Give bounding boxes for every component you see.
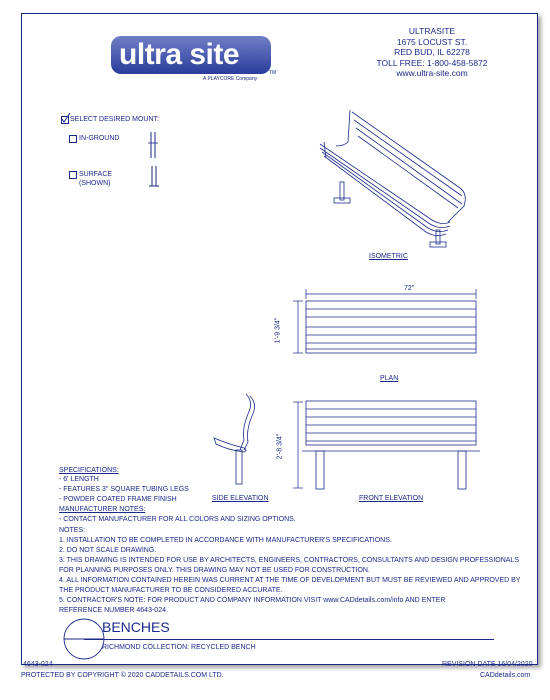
front-height-dimension: 2'-8 3/4"	[276, 433, 284, 460]
drawing-subtitle: RICHMOND COLLECTION: RECYCLED BENCH	[102, 644, 256, 651]
in-ground-label: IN-GROUND	[79, 135, 120, 142]
address-line: TOLL FREE: 1-800-458-5872	[376, 57, 488, 68]
in-ground-checkbox[interactable]	[69, 135, 77, 143]
revision-date: REVISION DATE 16/04/2020	[442, 661, 533, 668]
surface-shown-label: (SHOWN)	[79, 180, 111, 187]
drawing-title: BENCHES	[102, 619, 170, 635]
plan-depth-dimension-line	[293, 301, 303, 357]
manufacturer-note-line: - CONTACT MANUFACTURER FOR ALL COLORS AND SIZING OPTIONS.	[59, 516, 296, 523]
front-elevation-drawing	[306, 401, 481, 493]
reference-number: 4643-024	[23, 661, 53, 668]
note-line: 1. INSTALLATION TO BE COMPLETED IN ACCORDANCE WITH MANUFACTURER'S SPECIFICATIONS.	[59, 537, 392, 544]
company-address	[367, 26, 497, 79]
spec-line: - POWDER COATED FRAME FINISH	[59, 496, 177, 503]
caddetails-site[interactable]: CADdetails.com	[480, 672, 531, 679]
address-line: www.ultra-site.com	[396, 68, 468, 78]
spec-line: - 6' LENGTH	[59, 476, 99, 483]
note-line: 3. THIS DRAWING IS INTENDED FOR USE BY ARCHITECTS, ENGINEERS, CONTRACTORS, CONSULTANTS AND DESIGN PROFESSIONALS	[59, 557, 519, 564]
front-elevation-label: FRONT ELEVATION	[359, 495, 424, 502]
title-underline	[84, 639, 494, 640]
side-elevation-label: SIDE ELEVATION	[212, 495, 269, 502]
logo-wordmark: ultra site	[119, 38, 240, 71]
note-line: 4. ALL INFORMATION CONTAINED HEREIN WAS CURRENT AT THE TIME OF DEVELOPMENT BUT MUST BE REVIEWED AND APPROVED BY	[59, 577, 521, 584]
ultrasite-logo	[111, 36, 276, 80]
surface-checkbox[interactable]	[69, 171, 77, 179]
note-line: THE PRODUCT MANUFACTURER TO BE CONSIDERED ACCURATE.	[59, 587, 283, 594]
isometric-label: ISOMETRIC	[369, 253, 408, 260]
address-line: ULTRASITE	[408, 26, 456, 36]
manufacturer-notes-heading: MANUFACTURER NOTES:	[59, 506, 146, 513]
spec-line: - FEATURES 3" SQUARE TUBING LEGS	[59, 486, 189, 493]
address-line: 1675 LOCUST ST.	[396, 36, 468, 47]
logo-subtitle: A PLAYCORE Company	[203, 76, 258, 82]
note-line: FOR PLANNING PURPOSES ONLY. THIS DRAWING MAY NOT BE USED FOR CONSTRUCTION.	[59, 567, 370, 574]
specifications-heading: SPECIFICATIONS:	[59, 467, 119, 474]
surface-mount-icon	[149, 166, 161, 190]
copyright-notice: PROTECTED BY COPYRIGHT © 2020 CADDETAILS.COM LTD.	[21, 672, 224, 679]
note-line: 5. CONTRACTOR'S NOTE: FOR PRODUCT AND COMPANY INFORMATION VISIT www.CADdetails.com/info AND ENTER	[59, 597, 446, 604]
surface-label: SURFACE	[79, 171, 113, 178]
mount-heading: SELECT DESIRED MOUNT:	[70, 116, 159, 123]
address-line: RED BUD, IL 62278	[394, 47, 470, 57]
note-line: 2. DO NOT SCALE DRAWING.	[59, 547, 157, 554]
logo-trademark: TM	[269, 70, 277, 76]
side-elevation-drawing	[208, 394, 268, 494]
plan-length-dimension: 72"	[404, 285, 415, 292]
plan-bench-drawing	[306, 301, 481, 361]
isometric-bench-drawing	[312, 102, 492, 252]
plan-depth-dimension: 1'-9 3/4"	[274, 317, 282, 344]
notes-heading: NOTES:	[59, 527, 86, 534]
plan-length-dimension-line	[306, 289, 486, 299]
in-ground-mount-icon	[148, 132, 160, 158]
plan-label: PLAN	[380, 375, 399, 382]
drawing-sheet	[21, 13, 538, 668]
height-dimension-line	[293, 402, 303, 492]
note-line: REFERENCE NUMBER 4643-024.	[59, 607, 168, 614]
